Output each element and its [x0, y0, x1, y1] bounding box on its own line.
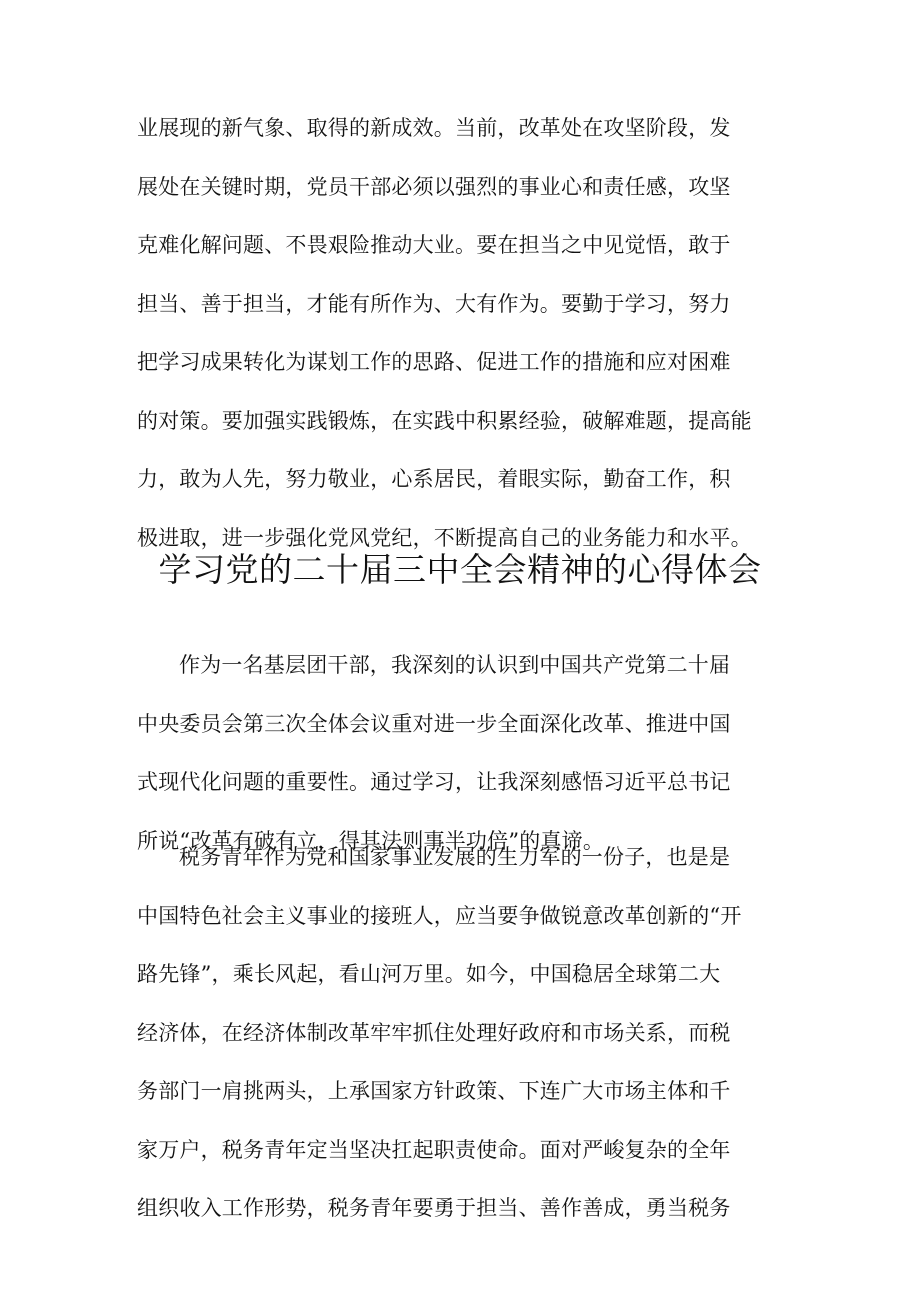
paragraph-line: 的对策。要加强实践锻炼，在实践中积累经验，破解难题，提高能: [137, 408, 752, 433]
section-title: 学习党的二十届三中全会精神的心得体会: [158, 550, 762, 589]
paragraph-line: 展处在关键时期，党员干部必须以强烈的事业心和责任感，攻坚: [137, 174, 731, 199]
paragraph-line: 作为一名基层团干部，我深刻的认识到中国共产党第二十届: [179, 653, 731, 677]
paragraph-line: 路先锋”，乘长风起，看山河万里。如今，中国稳居全球第二大: [137, 962, 721, 986]
paragraph-tax-youth: [137, 828, 802, 1238]
paragraph-line: 组织收入工作形势，税务青年要勇于担当、善作善成，勇当税务: [137, 1196, 731, 1220]
paragraph-line: 税务青年作为党和国家事业发展的生力军的一份子，也是是: [179, 845, 731, 869]
paragraph-line: 业展现的新气象、取得的新成效。当前，改革处在攻坚阶段，发: [137, 116, 731, 140]
paragraph-line: 中国特色社会主义事业的接班人，应当要争做锐意改革创新的“开: [137, 903, 742, 928]
paragraph-line: 经济体，在经济体制改革牢牢抓住处理好政府和市场关系，而税: [137, 1020, 731, 1045]
paragraph-line: 力，敢为人先，努力敬业，心系居民，着眼实际，勤奋工作，积: [137, 467, 731, 491]
paragraph-line: 务部门一肩挑两头，上承国家方针政策、下连广大市场主体和千: [137, 1079, 731, 1103]
continued-paragraph: [137, 99, 802, 567]
paragraph-line: 中央委员会第三次全体会议重对进一步全面深化改革、推进中国: [137, 711, 731, 736]
paragraph-line: 克难化解问题、不畏艰险推动大业。要在担当之中见觉悟，敢于: [137, 233, 731, 257]
paragraph-line: 把学习成果转化为谋划工作的思路、促进工作的措施和应对困难: [137, 350, 731, 374]
paragraph-line: 担当、善于担当，才能有所作为、大有作为。要勤于学习，努力: [137, 291, 731, 316]
paragraph-line: 家万户，税务青年定当坚决扛起职责使命。面对严峻复杂的全年: [137, 1137, 731, 1162]
paragraph-line: 极进取，进一步强化党风党纪，不断提高自己的业务能力和水平。: [137, 525, 752, 550]
paragraph-line: 所说“改革有破有立，得其法则事半功倍”的真谛。: [137, 828, 605, 853]
paragraph-line: 式现代化问题的重要性。通过学习，让我深刻感悟习近平总书记: [137, 770, 731, 794]
